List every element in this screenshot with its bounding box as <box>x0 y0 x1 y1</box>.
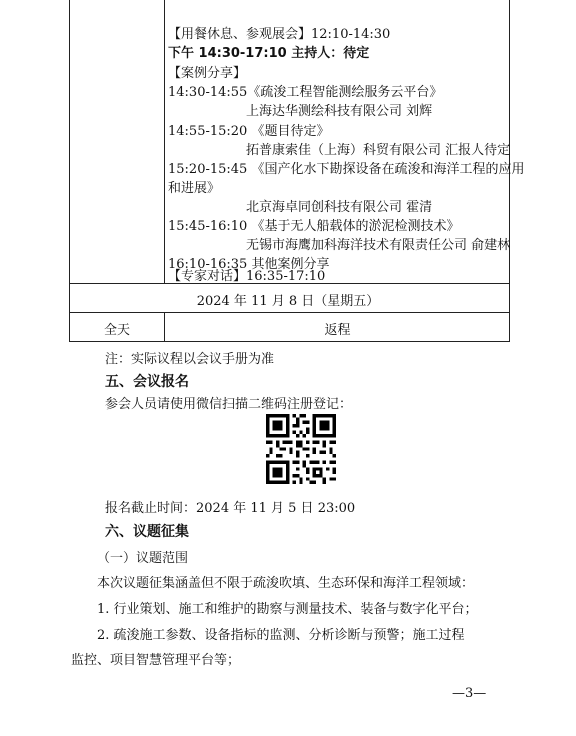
session-line-case-sharing: 【案例分享】 <box>168 66 247 81</box>
session-line-talk-3: 15:20-15:45 《国产化水下勘探设备在疏浚和海洋工程的应用 <box>168 162 525 177</box>
session-line-talk-4: 15:45-16:10 《基于无人船载体的淤泥检测技术》 <box>168 219 460 234</box>
session-line-speaker-3: 北京海卓同创科技有限公司 霍清 <box>246 200 433 215</box>
last-row-right-cell: 返程 <box>324 323 351 338</box>
session-line-talk-5: 16:10-16:35 其他案例分享 <box>168 257 330 272</box>
session-line-talk-1: 14:30-14:55《疏浚工程智能测绘服务云平台》 <box>168 85 443 100</box>
session-line-expert-dialog: 【专家对话】16:35-17:10 <box>168 269 326 284</box>
section-6-subheading: （一）议题范围 <box>97 551 189 566</box>
session-line-speaker-1: 上海达华测绘科技有限公司 刘辉 <box>246 104 433 119</box>
session-line-afternoon-host: 下午 14:30-17:10 主持人：待定 <box>168 46 370 61</box>
table-col-divider <box>164 0 165 283</box>
date-row: 2024 年 11 月 8 日（星期五） <box>196 294 380 309</box>
session-line-lunch: 【用餐休息、参观展会】12:10-14:30 <box>168 27 391 42</box>
section-5-text: 参会人员请使用微信扫描二维码注册登记： <box>105 397 353 412</box>
section-6-paragraph-3-cont: 监控、项目智慧管理平台等； <box>71 653 241 668</box>
page-number: —3— <box>452 686 487 701</box>
agenda-note: 注：实际议程以会议手册为准 <box>105 352 275 367</box>
section-6-paragraph-3: 2. 疏浚施工参数、设备指标的监测、分析诊断与预警；施工过程 <box>97 628 465 643</box>
registration-deadline: 报名截止时间：2024 年 11 月 5 日 23:00 <box>105 501 356 516</box>
table-row-line-3 <box>69 341 510 342</box>
session-line-talk-2: 14:55-15:20 《题目待定》 <box>168 124 330 139</box>
table-row-line-2 <box>69 312 510 313</box>
section-6-paragraph-1: 本次议题征集涵盖但不限于疏浚吹填、生态环保和海洋工程领域： <box>97 576 475 591</box>
section-5-heading: 五、会议报名 <box>105 374 189 390</box>
session-line-talk-3-cont: 和进展》 <box>168 181 221 196</box>
session-line-speaker-2: 拓普康索佳（上海）科贸有限公司 汇报人待定 <box>246 143 511 158</box>
section-6-heading: 六、议题征集 <box>105 524 189 540</box>
qr-code <box>266 414 336 484</box>
session-line-speaker-4: 无锡市海鹰加科海洋技术有限责任公司 俞建林 <box>246 238 511 253</box>
last-row-left-cell: 全天 <box>103 323 130 338</box>
section-6-paragraph-2: 1. 行业策划、施工和维护的勘察与测量技术、装备与数字化平台； <box>97 602 478 617</box>
